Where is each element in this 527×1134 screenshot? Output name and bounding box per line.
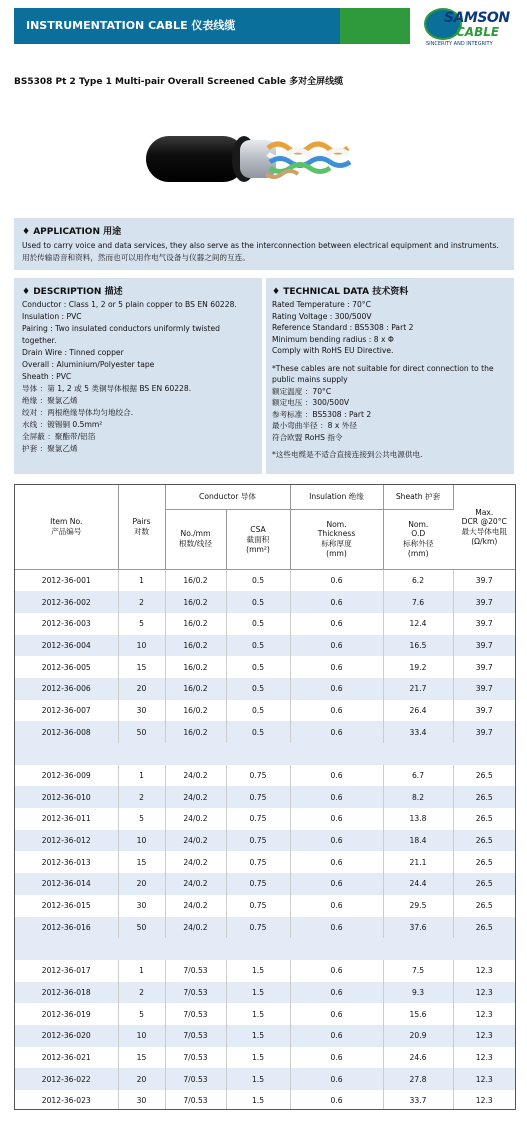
cell-csa: 0.5 [226, 569, 290, 591]
description-line: Insulation : PVC [22, 312, 82, 321]
cell-pairs: 15 [118, 851, 165, 873]
cell-csa: 0.75 [226, 765, 290, 787]
cell-ins-thickness: 0.6 [290, 808, 383, 830]
cell-item-no: 2012-36-011 [15, 808, 118, 830]
cell-no-mm: 24/0.2 [165, 917, 226, 939]
cell-item-no: 2012-36-005 [15, 656, 118, 678]
cell-ins-thickness: 0.6 [290, 917, 383, 939]
cell-csa: 1.5 [226, 1025, 290, 1047]
cell-max-dcr: 26.5 [453, 917, 515, 939]
cell-ins-thickness: 0.6 [290, 786, 383, 808]
cell-no-mm: 16/0.2 [165, 569, 226, 591]
cell-pairs: 1 [118, 960, 165, 982]
table-row [15, 569, 515, 591]
cell-csa: 0.5 [226, 635, 290, 657]
cell-pairs: 10 [118, 1025, 165, 1047]
cell-max-dcr: 26.5 [475, 901, 493, 911]
table-row [15, 656, 515, 678]
header-accent-block [340, 8, 410, 44]
spec-table-container [14, 484, 516, 1110]
cell-ins-thickness: 0.6 [290, 830, 383, 852]
cell-sheath-od: 26.4 [383, 700, 453, 722]
col-header-insulation: Insulation 绝缘 [290, 485, 383, 509]
cell-csa: 0.5 [226, 721, 290, 743]
cell-max-dcr: 12.3 [453, 1025, 515, 1047]
application-line: 用於传输语音和资料，然而也可以用作电气设备与仪器之间的互连。 [22, 253, 250, 262]
cell-pairs: 20 [118, 873, 165, 895]
cell-max-dcr: 26.5 [475, 771, 493, 781]
logo-sub-text: CABLE [456, 25, 500, 39]
cell-no-mm: 7/0.53 [165, 1068, 226, 1090]
technical-line: 最小弯曲半径 ：8 x 外径 [272, 421, 357, 430]
cell-csa: 0.75 [226, 917, 290, 939]
col-header-dcr-unit: (Ω/km) [471, 536, 498, 546]
cell-max-dcr: 12.3 [453, 1068, 515, 1090]
cell-csa: 0.5 [226, 656, 290, 678]
cell-max-dcr: 26.5 [453, 873, 515, 895]
cell-max-dcr: 12.3 [453, 982, 515, 1004]
cell-csa: 0.75 [226, 808, 290, 830]
cell-item-no: 2012-36-010 [15, 786, 118, 808]
cell-no-mm: 7/0.53 [165, 982, 226, 1004]
cell-ins-thickness: 0.6 [290, 569, 383, 591]
cell-ins-thickness: 0.6 [290, 591, 383, 613]
table-row [15, 982, 515, 1004]
table-row [15, 1068, 515, 1090]
cell-pairs: 50 [118, 721, 165, 743]
cell-pairs: 30 [118, 700, 165, 722]
cell-no-mm: 24/0.2 [165, 873, 226, 895]
cell-no-mm: 16/0.2 [165, 656, 226, 678]
col-header-no-mm-en: No./mm [180, 529, 211, 538]
cell-sheath-od: 24.6 [383, 1047, 453, 1069]
cell-item-no: 2012-36-022 [15, 1068, 118, 1090]
cell-sheath-od: 6.2 [383, 569, 453, 591]
description-line: Overall : Aluminium/Polyester tape [22, 360, 155, 369]
table-row [15, 678, 515, 700]
cell-sheath-od: 24.4 [383, 873, 453, 895]
cell-sheath-od: 21.7 [383, 678, 453, 700]
cell-item-no: 2012-36-001 [15, 569, 118, 591]
technical-line: public mains supply [272, 375, 348, 384]
application-panel [14, 218, 514, 270]
cell-sheath-od: 19.2 [383, 656, 453, 678]
cell-max-dcr: 39.7 [475, 575, 493, 585]
col-header-no-mm-cn: 根数/线径 [179, 539, 212, 548]
cell-item-no: 2012-36-012 [15, 830, 118, 852]
cell-max-dcr: 12.3 [475, 966, 493, 976]
col-header-item-no-cn: 产品编号 [51, 526, 82, 536]
cell-ins-thickness: 0.6 [290, 960, 383, 982]
cell-csa: 0.75 [226, 851, 290, 873]
cell-max-dcr: 39.7 [453, 635, 515, 657]
header-title: INSTRUMENTATION CABLE 仪表线缆 [26, 19, 236, 32]
cell-ins-thickness: 0.6 [290, 678, 383, 700]
cell-sheath-od: 20.9 [383, 1025, 453, 1047]
cell-pairs: 15 [118, 656, 165, 678]
cell-sheath-od: 6.7 [383, 765, 453, 787]
cell-item-no: 2012-36-007 [15, 700, 118, 722]
cell-ins-thickness: 0.6 [290, 1090, 383, 1110]
table-row [15, 635, 515, 657]
technical-line: Rating Voltage : 300/500V [272, 311, 372, 321]
technical-line: Minimum bending radius : 8 x Φ [272, 334, 394, 344]
cell-csa: 0.5 [226, 700, 290, 722]
col-header-ins-unit: (mm) [326, 549, 347, 558]
cell-max-dcr: 12.3 [475, 1096, 493, 1106]
col-header-csa-unit: (mm²) [246, 544, 270, 554]
description-line: 绞对 ：两根绝缘导体均匀地绞合. [22, 408, 134, 417]
table-row [15, 851, 515, 873]
cell-pairs: 5 [118, 1003, 165, 1025]
cell-no-mm: 24/0.2 [165, 851, 226, 873]
cell-ins-thickness: 0.6 [290, 635, 383, 657]
cell-ins-thickness: 0.6 [290, 982, 383, 1004]
cell-ins-thickness: 0.6 [290, 656, 383, 678]
cell-item-no: 2012-36-023 [15, 1090, 118, 1110]
cell-item-no: 2012-36-013 [15, 851, 118, 873]
col-header-sh-cn: 标称外径 [403, 539, 434, 548]
cell-item-no: 2012-36-017 [15, 960, 118, 982]
cell-pairs: 2 [118, 786, 165, 808]
cell-max-dcr: 26.5 [453, 830, 515, 852]
col-header-ins-line: Nom. [326, 520, 347, 529]
cell-no-mm: 24/0.2 [165, 895, 226, 917]
cell-pairs: 30 [118, 1090, 165, 1110]
table-row [15, 808, 515, 830]
cell-item-no: 2012-36-020 [15, 1025, 118, 1047]
technical-line: 参考标准 ：BS5308 : Part 2 [272, 409, 372, 419]
description-line: 水线 ：镀锡铜 0.5mm² [22, 420, 103, 429]
cell-max-dcr: 39.7 [453, 678, 515, 700]
cell-pairs: 2 [118, 982, 165, 1004]
technical-line: Rated Temperature : 70°C [272, 300, 371, 309]
description-line: 护套 ：聚氯乙烯 [22, 444, 78, 453]
cell-item-no: 2012-36-018 [15, 982, 118, 1004]
cell-item-no: 2012-36-014 [15, 873, 118, 895]
table-row [15, 1090, 515, 1110]
description-title: ♦ DESCRIPTION 描述 [22, 287, 123, 297]
cell-no-mm: 24/0.2 [165, 830, 226, 852]
cell-sheath-od: 13.8 [383, 808, 453, 830]
table-row [15, 700, 515, 722]
cell-no-mm: 24/0.2 [165, 808, 226, 830]
description-line: Conductor : Class 1, 2 or 5 plain copper to BS EN 60228. [22, 300, 237, 309]
cell-item-no: 2012-36-003 [15, 613, 118, 635]
cell-ins-thickness: 0.6 [290, 1025, 383, 1047]
col-header-pairs-cn: 对数 [133, 526, 150, 536]
cell-csa: 1.5 [226, 1003, 290, 1025]
cell-ins-thickness: 0.6 [290, 1003, 383, 1025]
cell-csa: 0.75 [226, 786, 290, 808]
cell-csa: 1.5 [226, 1090, 290, 1110]
product-subtitle: BS5308 Pt 2 Type 1 Multi-pair Overall Screened Cable 多对全屏线缆 [14, 77, 344, 87]
cell-csa: 0.5 [226, 591, 290, 613]
cell-no-mm: 24/0.2 [165, 765, 226, 787]
description-panel [14, 278, 262, 474]
group-separator-row [15, 938, 515, 960]
col-header-sh-line: O.D [411, 529, 426, 538]
cell-item-no: 2012-36-008 [15, 721, 118, 743]
technical-line: 额定电压 ：300/500V [272, 398, 350, 407]
cell-sheath-od: 12.4 [383, 613, 453, 635]
cell-max-dcr: 26.5 [475, 857, 493, 867]
technical-line: Reference Standard : BS5308 : Part 2 [272, 323, 414, 332]
cell-sheath-od: 15.6 [383, 1003, 453, 1025]
cell-sheath-od: 7.6 [383, 591, 453, 613]
cell-csa: 1.5 [226, 1047, 290, 1069]
separator-cell [15, 743, 515, 765]
cell-no-mm: 16/0.2 [165, 700, 226, 722]
cell-pairs: 20 [118, 678, 165, 700]
logo-slogan: SINCERITY AND INTEGRITY [426, 41, 493, 47]
cell-csa: 0.75 [226, 895, 290, 917]
cell-sheath-od: 9.3 [383, 982, 453, 1004]
cell-pairs: 20 [118, 1068, 165, 1090]
cell-sheath-od: 18.4 [383, 830, 453, 852]
cable-image [140, 118, 380, 198]
cell-csa: 1.5 [226, 1068, 290, 1090]
table-row [15, 1025, 515, 1047]
cell-item-no: 2012-36-009 [15, 765, 118, 787]
cell-max-dcr: 39.7 [475, 619, 493, 629]
cell-no-mm: 7/0.53 [165, 1047, 226, 1069]
col-header-dcr-cn: 最大导体电阻 [461, 526, 508, 536]
description-line: 绝缘 ：聚氯乙烯 [22, 396, 78, 405]
cell-item-no: 2012-36-004 [15, 635, 118, 657]
col-header-csa-en: CSA [250, 524, 266, 534]
table-row [15, 765, 515, 787]
cell-ins-thickness: 0.6 [290, 873, 383, 895]
cell-item-no: 2012-36-016 [15, 917, 118, 939]
cell-pairs: 15 [118, 1047, 165, 1069]
table-row [15, 895, 515, 917]
cell-item-no: 2012-36-021 [15, 1047, 118, 1069]
cell-pairs: 30 [118, 895, 165, 917]
col-header-csa-cn: 截面积 [246, 534, 270, 544]
cell-no-mm: 16/0.2 [165, 613, 226, 635]
technical-title: ♦ TECHNICAL DATA 技术资料 [272, 287, 409, 297]
cell-sheath-od: 33.7 [383, 1090, 453, 1110]
spec-table [15, 485, 515, 1110]
col-header-pairs [118, 485, 165, 569]
cell-no-mm: 24/0.2 [165, 786, 226, 808]
group-separator-row [15, 743, 515, 765]
cell-pairs: 2 [118, 591, 165, 613]
col-header-sh-line: Nom. [408, 520, 429, 529]
header-title-bar [14, 8, 340, 44]
cell-sheath-od: 21.1 [383, 851, 453, 873]
table-row [15, 873, 515, 895]
cell-item-no: 2012-36-019 [15, 1003, 118, 1025]
technical-line: 符合欧盟 RoHS 指令 [272, 432, 343, 442]
table-row [15, 591, 515, 613]
col-header-item-no [15, 485, 118, 569]
cell-ins-thickness: 0.6 [290, 1047, 383, 1069]
col-header-sheath-od [383, 509, 453, 569]
cell-csa: 1.5 [226, 982, 290, 1004]
table-row [15, 830, 515, 852]
col-header-sh-unit: (mm) [407, 549, 429, 558]
col-header-sheath: Sheath 护套 [383, 485, 453, 509]
cell-pairs: 10 [118, 830, 165, 852]
technical-line: Comply with RoHS EU Directive. [272, 346, 394, 355]
cell-item-no: 2012-36-002 [15, 591, 118, 613]
description-line: Drain Wire : Tinned copper [22, 348, 124, 357]
cell-sheath-od: 29.5 [383, 895, 453, 917]
cell-ins-thickness: 0.6 [290, 895, 383, 917]
col-header-ins-thickness [290, 509, 383, 569]
cell-max-dcr: 39.7 [453, 721, 515, 743]
col-header-pairs-en: Pairs [132, 516, 151, 526]
cell-ins-thickness: 0.6 [290, 851, 383, 873]
cell-max-dcr: 39.7 [475, 705, 493, 715]
technical-line: 额定温度 ：70°C [272, 386, 332, 396]
cell-sheath-od: 27.8 [383, 1068, 453, 1090]
cell-item-no: 2012-36-006 [15, 678, 118, 700]
technical-line: *These cables are not suitable for direct connection to the [272, 363, 494, 373]
cell-ins-thickness: 0.6 [290, 700, 383, 722]
cell-ins-thickness: 0.6 [290, 765, 383, 787]
description-line: Pairing : Two insulated conductors uniformly twisted together. [22, 324, 220, 345]
description-line: 导体 ：第 1, 2 或 5 类铜导体根据 BS EN 60228. [22, 384, 192, 393]
cell-pairs: 5 [118, 613, 165, 635]
separator-cell [15, 938, 515, 960]
cell-sheath-od: 8.2 [383, 786, 453, 808]
cell-max-dcr: 12.3 [475, 1009, 493, 1019]
cell-ins-thickness: 0.6 [290, 721, 383, 743]
cell-max-dcr: 12.3 [475, 1052, 493, 1062]
cell-csa: 0.75 [226, 830, 290, 852]
table-row [15, 613, 515, 635]
description-line: Sheath : PVC [22, 372, 72, 381]
cell-csa: 0.5 [226, 613, 290, 635]
cell-pairs: 5 [118, 808, 165, 830]
cell-no-mm: 7/0.53 [165, 1090, 226, 1110]
cell-csa: 0.75 [226, 873, 290, 895]
description-line: 全屏蔽 ：聚酯带/铝箔 [22, 432, 96, 441]
cell-sheath-od: 33.4 [383, 721, 453, 743]
technical-data-panel [266, 278, 514, 474]
table-row [15, 960, 515, 982]
cell-no-mm: 7/0.53 [165, 1003, 226, 1025]
table-row [15, 721, 515, 743]
table-row [15, 1003, 515, 1025]
cell-no-mm: 7/0.53 [165, 960, 226, 982]
cell-max-dcr: 39.7 [453, 591, 515, 613]
col-header-dcr-line: Max. [475, 507, 494, 517]
table-row [15, 786, 515, 808]
cell-no-mm: 16/0.2 [165, 635, 226, 657]
col-header-ins-line: Thickness [317, 529, 356, 538]
cell-pairs: 1 [118, 569, 165, 591]
col-header-ins-cn: 标称厚度 [321, 539, 352, 548]
cell-ins-thickness: 0.6 [290, 613, 383, 635]
cell-sheath-od: 37.6 [383, 917, 453, 939]
cell-max-dcr: 39.7 [475, 662, 493, 672]
cell-sheath-od: 7.5 [383, 960, 453, 982]
cell-item-no: 2012-36-015 [15, 895, 118, 917]
col-header-dcr-line: DCR @20°C [461, 516, 507, 526]
table-row [15, 1047, 515, 1069]
spec-table-body [15, 569, 515, 1110]
col-header-no-mm [165, 509, 226, 569]
cell-sheath-od: 16.5 [383, 635, 453, 657]
cell-csa: 0.5 [226, 678, 290, 700]
cell-pairs: 50 [118, 917, 165, 939]
col-header-item-no-en: Item No. [50, 516, 83, 526]
cell-no-mm: 16/0.2 [165, 678, 226, 700]
col-header-conductor: Conductor 导体 [165, 485, 290, 509]
cell-no-mm: 7/0.53 [165, 1025, 226, 1047]
col-header-dcr [453, 485, 515, 569]
table-row [15, 917, 515, 939]
cell-pairs: 10 [118, 635, 165, 657]
application-title: ♦ APPLICATION 用途 [22, 227, 122, 237]
cell-pairs: 1 [118, 765, 165, 787]
col-header-csa [226, 509, 290, 569]
cell-csa: 1.5 [226, 960, 290, 982]
logo-main-text: SAMSON [444, 10, 510, 26]
cell-max-dcr: 26.5 [475, 814, 493, 824]
cell-ins-thickness: 0.6 [290, 1068, 383, 1090]
cell-no-mm: 16/0.2 [165, 591, 226, 613]
cell-max-dcr: 26.5 [453, 786, 515, 808]
technical-line: *这些电缆是不适合直接连接到公共电源供电. [272, 450, 423, 459]
cell-no-mm: 16/0.2 [165, 721, 226, 743]
company-logo [418, 6, 518, 50]
application-line: Used to carry voice and data services, they also serve as the interconnection between electrical equipment and instruments. [22, 241, 499, 250]
